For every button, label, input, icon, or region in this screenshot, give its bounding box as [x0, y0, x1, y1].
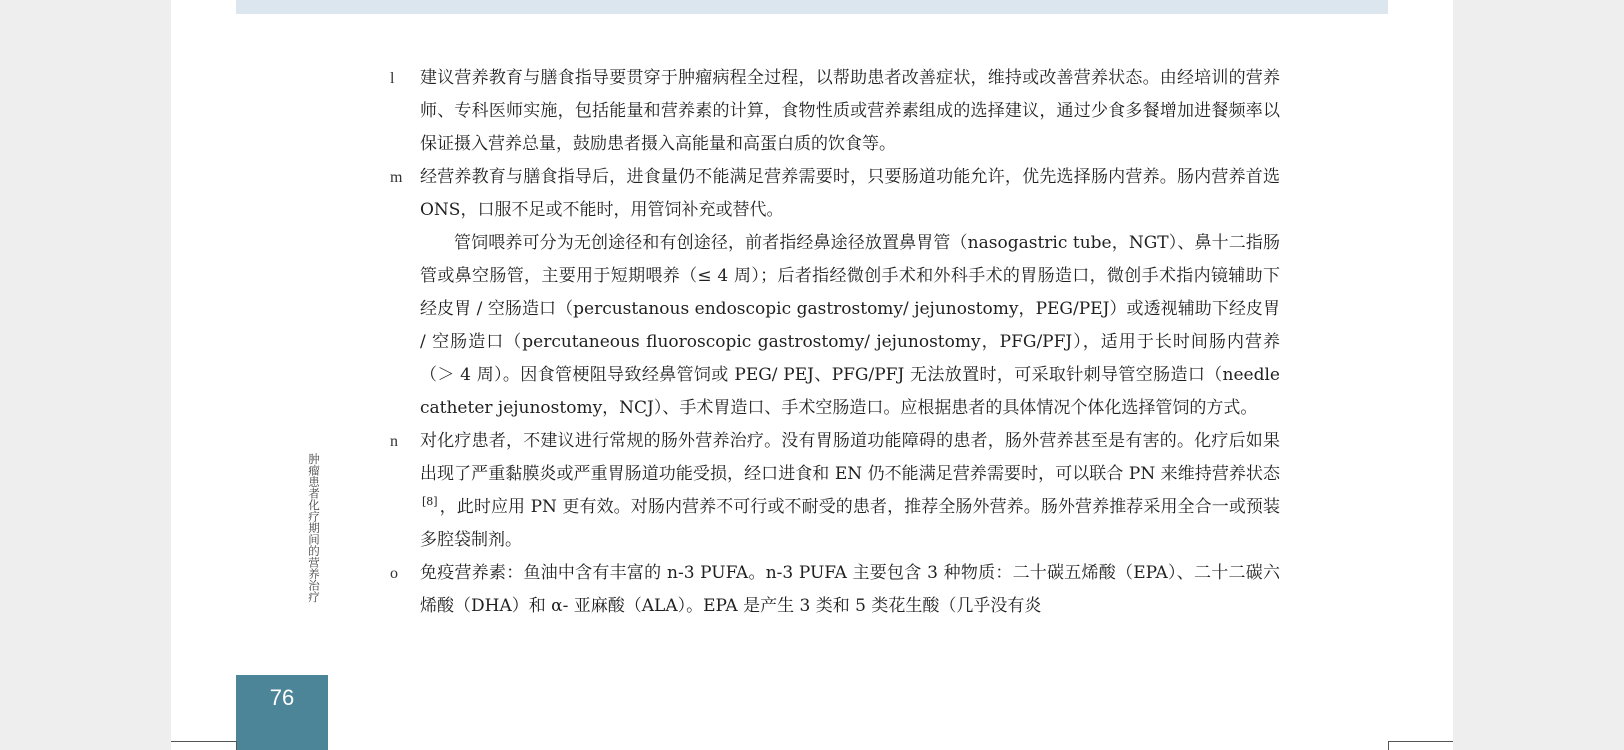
header-band: [236, 0, 1388, 14]
page-number: 76: [269, 685, 295, 710]
crop-tick-right: [1388, 741, 1389, 750]
list-item-n: [390, 425, 1280, 557]
bullet-marker: l: [390, 70, 395, 87]
chapter-title-vertical: 肿瘤患者化疗期间的营养治疗: [307, 453, 321, 603]
tube-feeding-paragraph: 管饲喂养可分为无创途径和有创途径，前者指经鼻途径放置鼻胃管（nasogastric tube，NGT）、鼻十二指肠管或鼻空肠管，主要用于短期喂养（≤ 4 周）；后者指经微创手术和外科手术的胃肠造口，微创手术指内镜辅助下经皮胃 / 空肠造口（percustanous endoscopic gastrostomy/ jejunostomy，PEG/PEJ）或透视辅助下经皮胃 / 空肠造口（percutaneous fluoroscopic gastrostomy/ jejunostomy，PFG/PFJ），适用于长时间肠内营养（＞ 4 周）。因食管梗阻导致经鼻管饲或 PEG/ PEJ、PFG/PFJ 无法放置时，可采取针刺导管空肠造口（needle catheter jejunostomy，NCJ）、手术胃造口、手术空肠造口。应根据患者的具体情况个体化选择管饲的方式。: [420, 233, 1280, 418]
page-number-tab: [236, 675, 328, 750]
bullet-marker: m: [390, 169, 403, 186]
crop-tick-left: [236, 741, 237, 750]
list-item-l: [390, 62, 1280, 161]
bullet-marker: o: [390, 565, 398, 582]
text-before-reference: 对化疗患者，不建议进行常规的肠外营养治疗。没有胃肠道功能障碍的患者，肠外营养甚至是有害的。化疗后如果出现了严重黏膜炎或严重胃肠道功能受损，经口进食和 EN 仍不能满足营养需要时，可以联合 PN 来维持营养状态: [420, 431, 1280, 484]
bullet-marker: n: [390, 433, 398, 450]
list-item-text: 经营养教育与膳食指导后，进食量仍不能满足营养需要时，只要肠道功能允许，优先选择肠内营养。肠内营养首选 ONS，口服不足或不能时，用管饲补充或替代。: [420, 167, 1280, 220]
text-after-reference: ，此时应用 PN 更有效。对肠内营养不可行或不耐受的患者，推荐全肠外营养。肠外营养推荐采用全合一或预装多腔袋制剂。: [420, 497, 1280, 550]
crop-mark-left: [171, 741, 236, 742]
list-item-text: 建议营养教育与膳食指导要贯穿于肿瘤病程全过程，以帮助患者改善症状，维持或改善营养状态。由经培训的营养师、专科医师实施，包括能量和营养素的计算，食物性质或营养素组成的选择建议，通过少食多餐增加进餐频率以保证摄入营养总量，鼓励患者摄入高能量和高蛋白质的饮食等。: [420, 68, 1280, 154]
list-item-text: 免疫营养素：鱼油中含有丰富的 n-3 PUFA。n-3 PUFA 主要包含 3 种物质：二十碳五烯酸（EPA）、二十二碳六烯酸（DHA）和 α- 亚麻酸（ALA）。EPA 是产生 3 类和 5 类花生酸（几乎没有炎: [420, 563, 1280, 616]
list-item-o: [390, 557, 1280, 623]
list-item-m: [390, 161, 1280, 227]
list-item-text: [420, 431, 1280, 550]
body-text: [390, 62, 1280, 623]
crop-mark-right: [1388, 741, 1453, 742]
citation-reference: [8]: [422, 495, 438, 508]
